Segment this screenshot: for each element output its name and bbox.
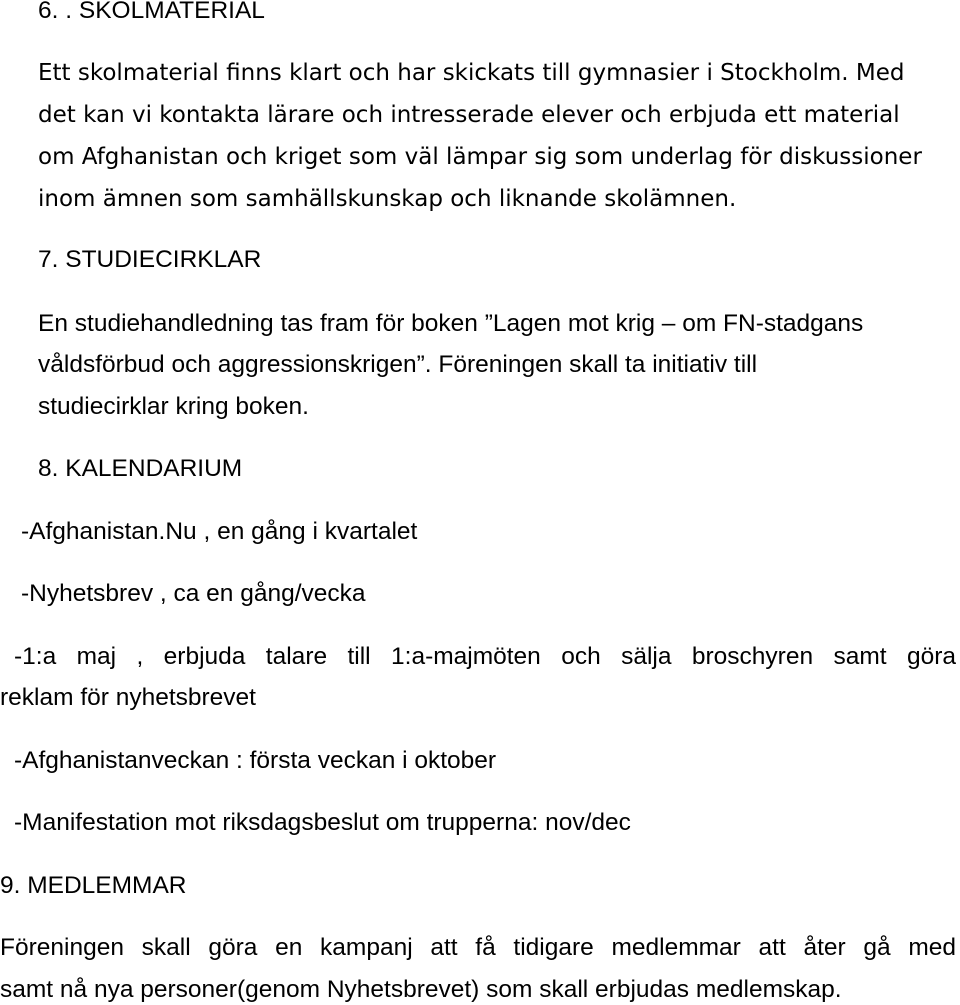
section-7-line-3: studiecirklar kring boken.: [38, 393, 309, 420]
section-6-heading: 6. . SKOLMATERIAL: [38, 0, 265, 24]
calendar-item: -Nyhetsbrev , ca en gång/vecka: [21, 580, 366, 607]
section-6-line-1: Ett skolmaterial finns klart och har skickats till gymnasier i Stockholm. Med: [38, 60, 905, 86]
calendar-item: -1:a maj , erbjuda talare till 1:a-majmöten och sälja broschyren samt göra: [14, 643, 956, 670]
section-6-line-4: inom ämnen som samhällskunskap och liknande skolämnen.: [38, 186, 737, 212]
section-6-line-2: det kan vi kontakta lärare och intresserade elever och erbjuda ett material: [38, 102, 900, 128]
section-7-line-2: våldsförbud och aggressionskrigen”. Föreningen skall ta initiativ till: [38, 351, 758, 378]
calendar-item: -Manifestation mot riksdagsbeslut om trupperna: nov/dec: [14, 809, 631, 836]
section-9-line-2: samt nå nya personer(genom Nyhetsbrevet) som skall erbjudas medlemskap.: [0, 976, 842, 1003]
section-9-heading: 9. MEDLEMMAR: [0, 872, 187, 899]
section-9-line-1: Föreningen skall göra en kampanj att få tidigare medlemmar att åter gå med: [0, 934, 956, 961]
section-7-heading: 7. STUDIECIRKLAR: [38, 246, 262, 273]
calendar-item: -Afghanistanveckan : första veckan i oktober: [14, 747, 497, 774]
calendar-item-continuation: reklam för nyhetsbrevet: [0, 684, 256, 711]
section-8-heading: 8. KALENDARIUM: [38, 455, 243, 482]
section-7-line-1: En studiehandledning tas fram för boken ”Lagen mot krig – om FN-stadgans: [38, 310, 864, 337]
section-6-line-3: om Afghanistan och kriget som väl lämpar sig som underlag för diskussioner: [38, 144, 922, 170]
calendar-item: -Afghanistan.Nu , en gång i kvartalet: [21, 518, 418, 545]
